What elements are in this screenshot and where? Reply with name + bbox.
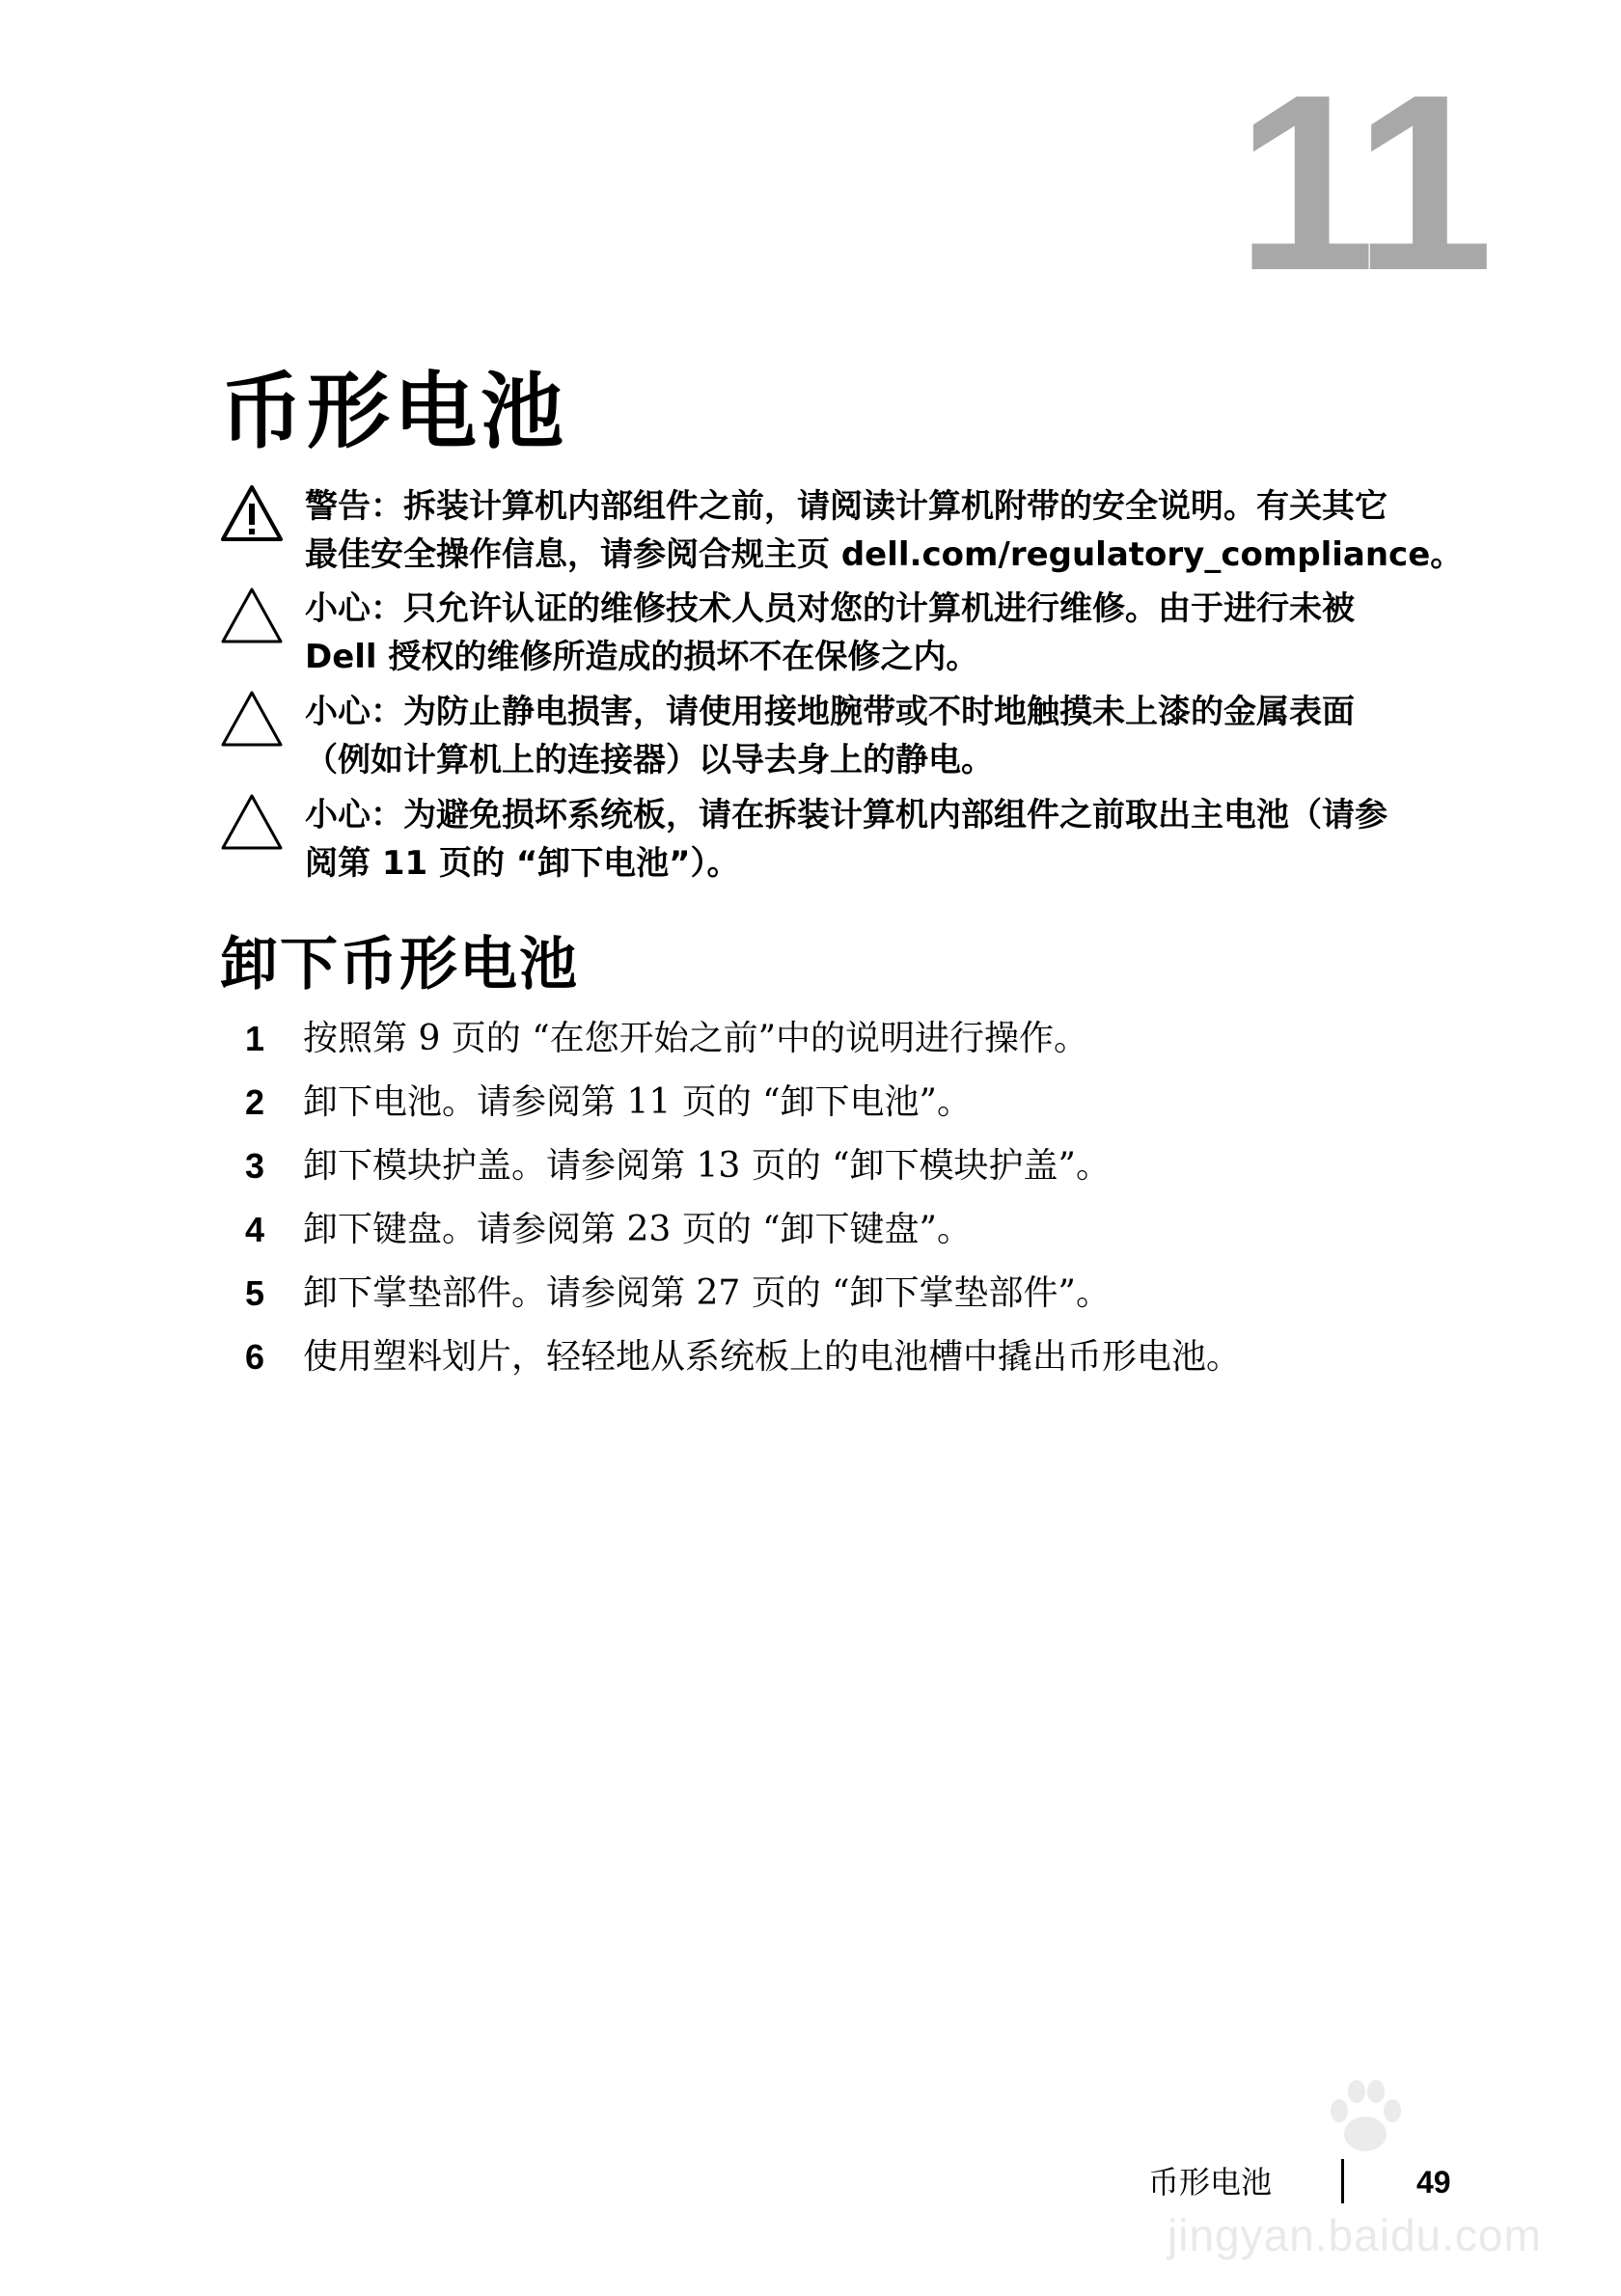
step-item: [220, 1333, 1474, 1397]
caution-text-line2: 阅第 11 页的 “卸下电池”）。: [305, 844, 740, 883]
caution-triangle-icon: [220, 690, 284, 748]
chapter-title: 币形电池: [220, 364, 567, 460]
step-number: 2: [245, 1082, 265, 1122]
step-text: 卸下键盘。请参阅第 23 页的 “卸下键盘”。: [303, 1210, 972, 1249]
step-number: 3: [245, 1146, 265, 1186]
step-item: [220, 1142, 1474, 1206]
caution-notice-static: [220, 688, 1474, 784]
step-text: 卸下电池。请参阅第 11 页的 “卸下电池”。: [303, 1082, 972, 1122]
step-number: 1: [245, 1019, 265, 1058]
warning-notice: [220, 482, 1474, 579]
section-title: 卸下币形电池: [220, 931, 579, 998]
step-number: 5: [245, 1273, 265, 1313]
step-item: [220, 1206, 1474, 1270]
warning-text-line1: 警告：拆装计算机内部组件之前，请阅读计算机附带的安全说明。有关其它: [305, 487, 1387, 526]
step-item: [220, 1270, 1474, 1333]
step-text: 按照第 9 页的 “在您开始之前”中的说明进行操作。: [303, 1019, 1089, 1058]
watermark-url: jingyan.baidu.com: [1168, 2210, 1542, 2260]
caution-triangle-icon: [220, 793, 284, 851]
step-number: 4: [245, 1210, 265, 1249]
caution-text-line1: 小心：为防止静电损害，请使用接地腕带或不时地触摸未上漆的金属表面: [305, 693, 1355, 731]
warning-text-line2: 最佳安全操作信息，请参阅合规主页 dell.com/regulatory_compliance。: [305, 535, 1464, 574]
caution-text-line2: （例如计算机上的连接器）以导去身上的静电。: [305, 741, 994, 779]
step-number: 6: [245, 1337, 265, 1377]
step-item: [220, 1079, 1474, 1142]
caution-notice-certified: [220, 585, 1474, 681]
footer-page-number: 49: [1416, 2165, 1451, 2200]
caution-triangle-icon: [220, 587, 284, 644]
footer-chapter-label: 币形电池: [1148, 2164, 1273, 2200]
baidu-paw-icon: [1322, 2074, 1409, 2161]
page-footer: [1148, 2153, 1467, 2211]
caution-text-line1: 小心：只允许认证的维修技术人员对您的计算机进行维修。由于进行未被: [305, 589, 1355, 628]
caution-notice-battery: [220, 791, 1474, 888]
caution-text-line1: 小心：为避免损坏系统板，请在拆装计算机内部组件之前取出主电池（请参: [305, 796, 1387, 834]
footer-separator: [1341, 2159, 1344, 2203]
chapter-number: 11: [1236, 43, 1486, 323]
steps-list: [220, 1015, 1474, 1397]
step-text: 使用塑料划片，轻轻地从系统板上的电池槽中撬出币形电池。: [303, 1337, 1242, 1377]
warning-triangle-icon: [220, 484, 284, 542]
step-item: [220, 1015, 1474, 1079]
caution-text-line2: Dell 授权的维修所造成的损坏不在保修之内。: [305, 638, 979, 676]
step-text: 卸下掌垫部件。请参阅第 27 页的 “卸下掌垫部件”。: [303, 1273, 1111, 1313]
step-text: 卸下模块护盖。请参阅第 13 页的 “卸下模块护盖”。: [303, 1146, 1111, 1186]
